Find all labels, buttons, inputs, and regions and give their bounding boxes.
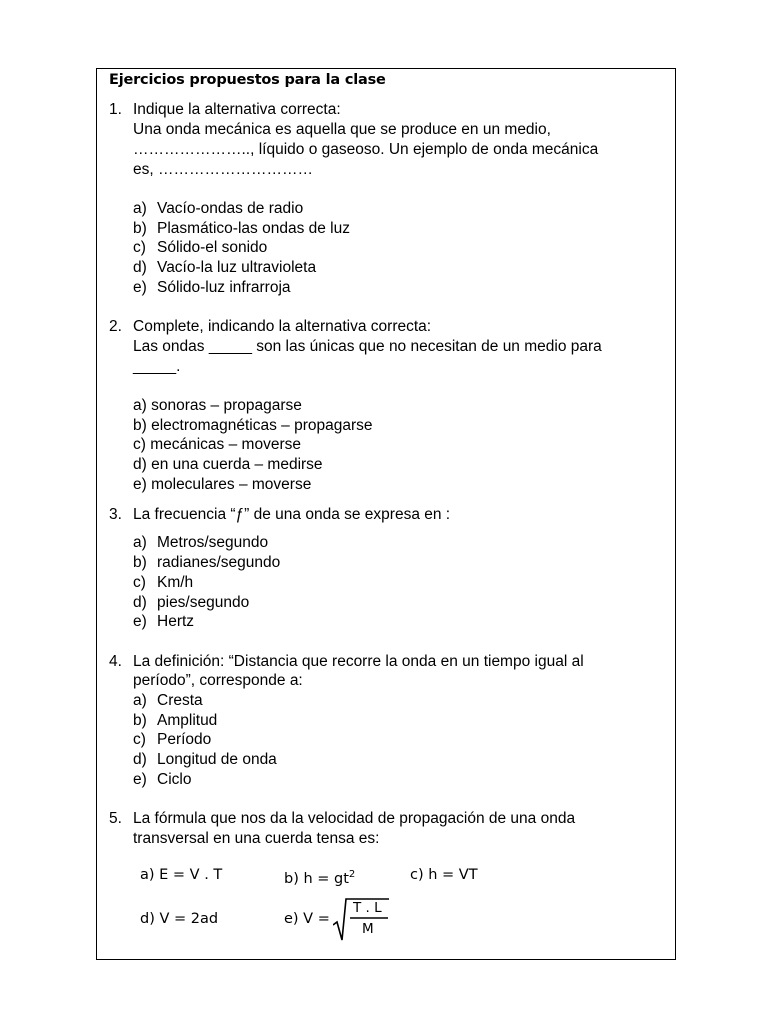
formula-b xyxy=(284,866,355,888)
question-number: 5. xyxy=(109,810,122,827)
option-text: e) moleculares – moverse xyxy=(133,476,312,493)
option-letter: a) xyxy=(133,534,147,551)
option-letter: b) xyxy=(133,712,147,729)
option-letter: a) xyxy=(133,200,147,217)
option-text: Sólido-luz infrarroja xyxy=(157,279,291,296)
question-line: Complete, indicando la alternativa correcta: xyxy=(133,318,432,335)
option-text: Longitud de onda xyxy=(157,751,277,768)
option-text: Cresta xyxy=(157,692,203,709)
question-line: período”, corresponde a: xyxy=(133,672,303,689)
question-line: La definición: “Distancia que recorre la onda en un tiempo igual al xyxy=(133,653,584,670)
question-line: La fórmula que nos da la velocidad de propagación de una onda xyxy=(133,810,576,827)
option-letter: b) xyxy=(133,554,147,571)
option-text: b) electromagnéticas – propagarse xyxy=(133,417,373,434)
option-text: Vacío-ondas de radio xyxy=(157,200,304,217)
question-number: 2. xyxy=(109,318,122,335)
option-letter: b) xyxy=(133,220,147,237)
formula-e-numerator: T . L xyxy=(353,900,382,916)
option-letter: c) xyxy=(133,574,146,591)
option-text: pies/segundo xyxy=(157,594,250,611)
formula-e-denominator: M xyxy=(362,921,374,937)
question-line: ………………….., líquido o gaseoso. Un ejemplo de onda mecánica xyxy=(133,141,599,158)
option-text: d) en una cuerda – medirse xyxy=(133,456,323,473)
formula-e-root xyxy=(333,897,393,941)
option-text: Plasmático-las ondas de luz xyxy=(157,220,350,237)
option-letter: d) xyxy=(133,594,147,611)
option-text: a) sonoras – propagarse xyxy=(133,397,302,414)
exercise-title: Ejercicios propuestos para la clase xyxy=(109,72,386,88)
option-letter: e) xyxy=(133,771,147,788)
option-letter: a) xyxy=(133,692,147,709)
question-line: transversal en una cuerda tensa es: xyxy=(133,830,380,847)
option-text: Amplitud xyxy=(157,712,218,729)
option-text: Sólido-el sonido xyxy=(157,239,268,256)
question-number: 3. xyxy=(109,506,122,523)
formula-b-base: b) h = gt xyxy=(284,871,349,887)
option-letter: c) xyxy=(133,731,146,748)
formula-a: a) E = V . T xyxy=(140,867,223,883)
question-line: Una onda mecánica es aquella que se produce en un medio, xyxy=(133,121,551,138)
question-number: 4. xyxy=(109,653,122,670)
option-text: radianes/segundo xyxy=(157,554,281,571)
option-text: Vacío-la luz ultravioleta xyxy=(157,259,317,276)
formula-c: c) h = VT xyxy=(410,867,478,883)
question-number: 1. xyxy=(109,101,122,118)
formula-b-exponent: 2 xyxy=(348,869,356,880)
formula-e-prefix: e) V = xyxy=(284,911,330,927)
question-line: Las ondas _____ son las únicas que no necesitan de un medio para xyxy=(133,338,602,355)
option-letter: d) xyxy=(133,259,147,276)
option-letter: c) xyxy=(133,239,146,256)
option-text: Ciclo xyxy=(157,771,192,788)
question-line: Indique la alternativa correcta: xyxy=(133,101,341,118)
option-text: Metros/segundo xyxy=(157,534,269,551)
option-text: Hertz xyxy=(157,613,195,630)
question-line: _____. xyxy=(133,358,181,375)
option-text: Período xyxy=(157,731,212,748)
question-line: es, ………………………… xyxy=(133,161,313,178)
option-letter: e) xyxy=(133,613,147,630)
option-text: c) mecánicas – moverse xyxy=(133,436,301,453)
option-letter: d) xyxy=(133,751,147,768)
question-line: La frecuencia “ƒ” de una onda se expresa en : xyxy=(133,506,451,523)
option-letter: e) xyxy=(133,279,147,296)
formula-d: d) V = 2ad xyxy=(140,911,219,927)
option-text: Km/h xyxy=(157,574,194,591)
